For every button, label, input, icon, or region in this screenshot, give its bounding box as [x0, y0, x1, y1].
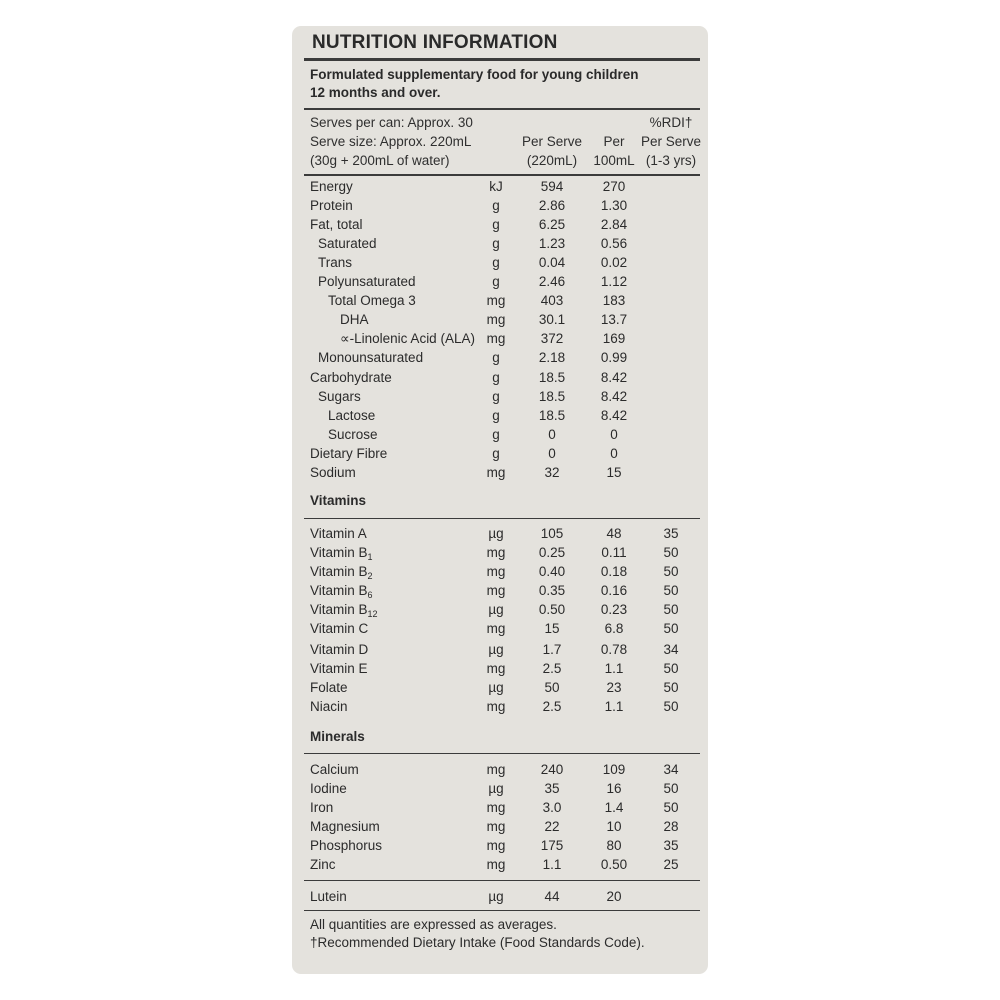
per-serve-value: 44	[544, 889, 560, 904]
per-100ml-value: 16	[606, 781, 622, 796]
table-row	[0, 310, 1000, 329]
vitamin-name	[310, 619, 368, 638]
serve-composition: (30g + 200mL of water)	[310, 153, 450, 168]
per-serve-value: 2.18	[538, 350, 566, 366]
per-100ml-value: 6.8	[604, 621, 624, 636]
per-serve-value: 18.5	[538, 388, 566, 404]
mineral-unit: mg	[486, 800, 506, 815]
per-100ml-value: 1.12	[600, 274, 628, 290]
nutrient-name: Sucrose	[328, 426, 378, 442]
per-serve-value: 403	[540, 293, 564, 309]
table-row	[0, 291, 1000, 310]
footnote-rdi: †Recommended Dietary Intake (Food Standards Code).	[310, 935, 645, 950]
per-serve-value: 240	[540, 762, 564, 777]
lutein-name: Lutein	[310, 889, 347, 904]
footnote-divider	[304, 910, 700, 911]
per-100ml-value: 0.99	[600, 350, 628, 366]
rdi-value: 25	[663, 857, 679, 872]
nutrient-name: Saturated	[318, 236, 377, 252]
vitamin-label: Vitamin D	[310, 642, 369, 657]
vitamin-subscript: 1	[367, 552, 373, 562]
per-serve-value: 175	[540, 838, 564, 853]
nutrient-unit: mg	[486, 312, 506, 328]
table-row	[0, 619, 1000, 638]
vitamin-unit: µg	[488, 680, 504, 695]
nutrient-name: Lactose	[328, 407, 376, 423]
mineral-unit: mg	[486, 857, 506, 872]
vitamin-label: Niacin	[310, 699, 348, 714]
per-serve-value: 0.50	[538, 602, 566, 617]
nutrient-unit: kJ	[489, 179, 503, 194]
per-serve-value: 2.5	[542, 661, 562, 676]
vitamin-name	[310, 640, 368, 659]
per-100ml-value: 48	[606, 526, 622, 541]
per-100ml-value: 1.1	[604, 661, 624, 676]
vitamin-unit: mg	[486, 661, 506, 676]
per-serve-value: 15	[544, 621, 560, 636]
per-100ml-value: 270	[602, 179, 626, 194]
table-row	[0, 177, 1000, 196]
vitamin-name	[310, 659, 368, 678]
vitamin-label: Vitamin E	[310, 661, 368, 676]
table-row	[0, 234, 1000, 253]
vitamin-subscript: 2	[367, 571, 373, 581]
per-serve-value: 0	[548, 445, 556, 461]
rdi-value: 50	[663, 583, 679, 598]
table-row	[0, 697, 1000, 716]
nutrient-unit: g	[492, 274, 500, 290]
nutrient-name: Dietary Fibre	[310, 445, 388, 461]
nutrient-unit: g	[492, 445, 500, 461]
mineral-name: Iron	[310, 800, 334, 815]
per-serve-value: 0	[548, 426, 556, 442]
per-serve-value: 594	[540, 179, 564, 194]
per-100ml-value: 8.42	[600, 369, 628, 385]
nutrient-name: Sugars	[318, 388, 361, 404]
nutrient-unit: g	[492, 426, 500, 442]
table-row	[0, 678, 1000, 697]
nutrient-unit: g	[492, 388, 500, 404]
mineral-name: Magnesium	[310, 819, 380, 834]
per-serve-value: 0.25	[538, 545, 566, 560]
title-divider	[304, 58, 700, 61]
table-row	[0, 562, 1000, 581]
per-100ml-value: 0.78	[600, 642, 628, 657]
vitamin-label: Vitamin B	[310, 602, 368, 617]
rdi-value: 50	[663, 800, 679, 815]
per-serve-value: 105	[540, 526, 564, 541]
per-serve-value: 6.25	[538, 217, 566, 233]
per-serve-value: 18.5	[538, 369, 566, 385]
per-100ml-value: 169	[602, 331, 626, 347]
table-row	[0, 406, 1000, 425]
table-row	[0, 659, 1000, 678]
table-row	[0, 348, 1000, 367]
nutrient-name: Sodium	[310, 464, 356, 480]
per-serve-value: 372	[540, 331, 564, 347]
col-header-rdi: %RDI† Per Serve (1-3 yrs)	[640, 115, 702, 168]
rdi-value: 50	[663, 781, 679, 796]
per-100ml-value: 1.30	[600, 198, 628, 214]
serves-per-can: Serves per can: Approx. 30	[310, 115, 473, 130]
per-100ml-value: 0	[610, 445, 618, 461]
table-row	[0, 760, 1000, 779]
nutrient-name: Trans	[318, 255, 353, 271]
per-100ml-value: 13.7	[600, 312, 628, 328]
nutrient-unit: mg	[486, 293, 506, 309]
mineral-name: Phosphorus	[310, 838, 383, 853]
per-serve-value: 0.35	[538, 583, 566, 598]
per-100ml-value: 80	[606, 838, 622, 853]
mineral-name: Iodine	[310, 781, 347, 796]
per-serve-value: 0.40	[538, 564, 566, 579]
table-row	[0, 425, 1000, 444]
subtitle-divider	[304, 108, 700, 110]
vitamin-label: Vitamin B	[310, 583, 368, 598]
per-serve-value: 18.5	[538, 407, 566, 423]
table-row	[0, 887, 1000, 906]
table-row	[0, 215, 1000, 234]
minerals-divider	[304, 753, 700, 754]
rdi-value: 50	[663, 545, 679, 560]
per-100ml-value: 10	[606, 819, 622, 834]
per-100ml-value: 0.02	[600, 255, 628, 271]
mineral-name: Zinc	[310, 857, 336, 872]
rdi-value: 34	[663, 642, 679, 657]
nutrient-name: Fat, total	[310, 217, 363, 233]
table-row	[0, 855, 1000, 874]
mineral-unit: mg	[486, 819, 506, 834]
nutrient-unit: g	[492, 236, 500, 252]
per-100ml-value: 0.16	[600, 583, 628, 598]
serve-size: Serve size: Approx. 220mL	[310, 134, 472, 149]
table-row	[0, 779, 1000, 798]
table-row	[0, 817, 1000, 836]
vitamins-divider	[304, 518, 700, 519]
rdi-value: 35	[663, 838, 679, 853]
table-row	[0, 387, 1000, 406]
per-100ml-value: 1.1	[604, 699, 624, 714]
nutrient-unit: mg	[486, 464, 506, 480]
per-100ml-value: 0.18	[600, 564, 628, 579]
table-row	[0, 543, 1000, 562]
per-serve-value: 1.23	[538, 236, 566, 252]
vitamin-unit: mg	[486, 545, 506, 560]
rdi-value: 35	[663, 526, 679, 541]
vitamin-name	[310, 697, 348, 716]
per-serve-value: 1.7	[542, 642, 562, 657]
table-row	[0, 368, 1000, 387]
col-header-per-serve: Per Serve (220mL)	[521, 134, 583, 168]
per-serve-value: 0.04	[538, 255, 566, 271]
per-100ml-value: 20	[606, 889, 622, 904]
col-header-per-100ml: Per 100mL	[593, 134, 635, 168]
per-100ml-value: 8.42	[600, 407, 628, 423]
per-100ml-value: 183	[602, 293, 626, 309]
table-row	[0, 640, 1000, 659]
per-serve-value: 30.1	[538, 312, 566, 328]
per-100ml-value: 109	[602, 762, 626, 777]
mineral-name: Calcium	[310, 762, 359, 777]
per-serve-value: 2.86	[538, 198, 566, 214]
footnote-averages: All quantities are expressed as averages.	[310, 917, 557, 932]
table-row	[0, 272, 1000, 291]
table-row	[0, 600, 1000, 619]
vitamin-unit: µg	[488, 602, 504, 617]
lutein-unit: µg	[488, 889, 504, 904]
per-serve-value: 50	[544, 680, 560, 695]
per-100ml-value: 8.42	[600, 388, 628, 404]
mineral-unit: µg	[488, 781, 504, 796]
vitamin-unit: mg	[486, 699, 506, 714]
vitamin-name	[310, 678, 348, 697]
nutrient-unit: g	[492, 198, 500, 214]
lutein-divider	[304, 880, 700, 881]
per-100ml-value: 0.56	[600, 236, 628, 252]
vitamin-label: Vitamin B	[310, 545, 368, 560]
panel-title: NUTRITION INFORMATION	[312, 32, 558, 53]
table-row	[0, 798, 1000, 817]
table-row	[0, 329, 1000, 348]
rdi-value: 50	[663, 564, 679, 579]
per-100ml-value: 23	[606, 680, 622, 695]
per-100ml-value: 2.84	[600, 217, 628, 233]
table-row	[0, 581, 1000, 600]
minerals-heading: Minerals	[310, 729, 365, 744]
nutrient-unit: g	[492, 407, 500, 423]
vitamin-label: Folate	[310, 680, 348, 695]
vitamin-label: Vitamin C	[310, 621, 369, 636]
per-100ml-value: 0	[610, 426, 618, 442]
rdi-value: 50	[663, 699, 679, 714]
nutrient-name: ∝-Linolenic Acid (ALA)	[340, 331, 475, 347]
nutrient-name: DHA	[340, 312, 369, 328]
table-row	[0, 524, 1000, 543]
vitamin-unit: µg	[488, 526, 504, 541]
per-serve-value: 32	[544, 464, 560, 480]
per-serve-value: 1.1	[542, 857, 562, 872]
nutrient-name: Protein	[310, 198, 353, 214]
per-100ml-value: 0.23	[600, 602, 628, 617]
rdi-value: 50	[663, 602, 679, 617]
table-row	[0, 253, 1000, 272]
per-serve-value: 22	[544, 819, 560, 834]
nutrient-unit: g	[492, 369, 500, 385]
per-serve-value: 3.0	[542, 800, 562, 815]
rdi-value: 50	[663, 680, 679, 695]
table-row	[0, 463, 1000, 482]
per-100ml-value: 0.50	[600, 857, 628, 872]
nutrient-name: Polyunsaturated	[318, 274, 416, 290]
vitamin-label: Vitamin B	[310, 564, 368, 579]
vitamin-unit: mg	[486, 583, 506, 598]
nutrient-unit: g	[492, 217, 500, 233]
vitamin-label: Vitamin A	[310, 526, 367, 541]
per-serve-value: 2.5	[542, 699, 562, 714]
nutrient-unit: g	[492, 255, 500, 271]
per-100ml-value: 15	[606, 464, 622, 480]
nutrient-name: Energy	[310, 179, 353, 194]
rdi-value: 50	[663, 661, 679, 676]
mineral-unit: mg	[486, 762, 506, 777]
per-serve-value: 2.46	[538, 274, 566, 290]
nutrient-unit: g	[492, 350, 500, 366]
nutrient-name: Carbohydrate	[310, 369, 392, 385]
vitamin-name	[310, 524, 367, 543]
per-100ml-value: 0.11	[601, 545, 627, 560]
nutrient-name: Monounsaturated	[318, 350, 424, 366]
nutrient-name: Total Omega 3	[328, 293, 416, 309]
mineral-unit: mg	[486, 838, 506, 853]
per-serve-value: 35	[544, 781, 560, 796]
product-description: Formulated supplementary food for young children 12 months and over.	[310, 67, 639, 100]
table-row	[0, 836, 1000, 855]
vitamin-unit: µg	[488, 642, 504, 657]
rdi-value: 34	[663, 762, 679, 777]
vitamins-heading: Vitamins	[310, 493, 367, 508]
rdi-value: 50	[663, 621, 679, 636]
table-row	[0, 196, 1000, 215]
vitamin-subscript: 6	[367, 590, 373, 600]
rdi-value: 28	[663, 819, 679, 834]
nutrient-unit: mg	[486, 331, 506, 347]
vitamin-unit: mg	[486, 621, 506, 636]
table-row	[0, 444, 1000, 463]
vitamin-unit: mg	[486, 564, 506, 579]
header-divider	[304, 174, 700, 176]
serving-info	[310, 113, 473, 170]
vitamin-subscript: 12	[367, 609, 378, 619]
per-100ml-value: 1.4	[604, 800, 624, 815]
